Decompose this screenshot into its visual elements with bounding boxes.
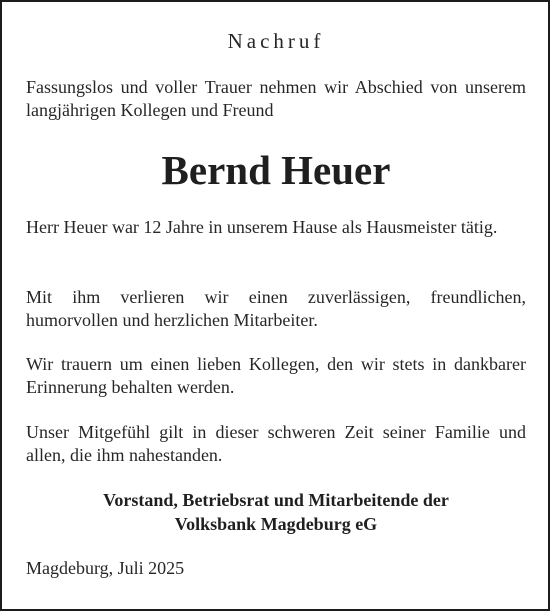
signature-line: Vorstand, Betriebsrat und Mitarbeitende der bbox=[103, 490, 449, 510]
signature-line: Volksbank Magdeburg eG bbox=[174, 514, 378, 534]
body-paragraph: Herr Heuer war 12 Jahre in unserem Hause als Hausmeister tätig. bbox=[26, 217, 498, 237]
intro-paragraph: Fassungslos und voller Trauer nehmen wir Abschied von unserem langjährigen Kollegen und Freund bbox=[26, 77, 526, 120]
body-paragraph: Wir trauern um einen lieben Kollegen, den wir stets in dankbarer Erinnerung behalten werden. bbox=[26, 354, 526, 397]
notice-heading: Nachruf bbox=[227, 29, 325, 53]
place-date: Magdeburg, Juli 2025 bbox=[26, 558, 185, 578]
body-paragraph: Unser Mitgefühl gilt in dieser schweren Zeit seiner Familie und allen, die ihm nahestanden. bbox=[26, 422, 526, 465]
signature-block bbox=[26, 488, 526, 536]
deceased-name: Bernd Heuer bbox=[161, 147, 391, 193]
body-paragraph: Mit ihm verlieren wir einen zuverlässigen, freundlichen, humorvollen und herzlichen Mitarbeiter. bbox=[26, 287, 526, 330]
